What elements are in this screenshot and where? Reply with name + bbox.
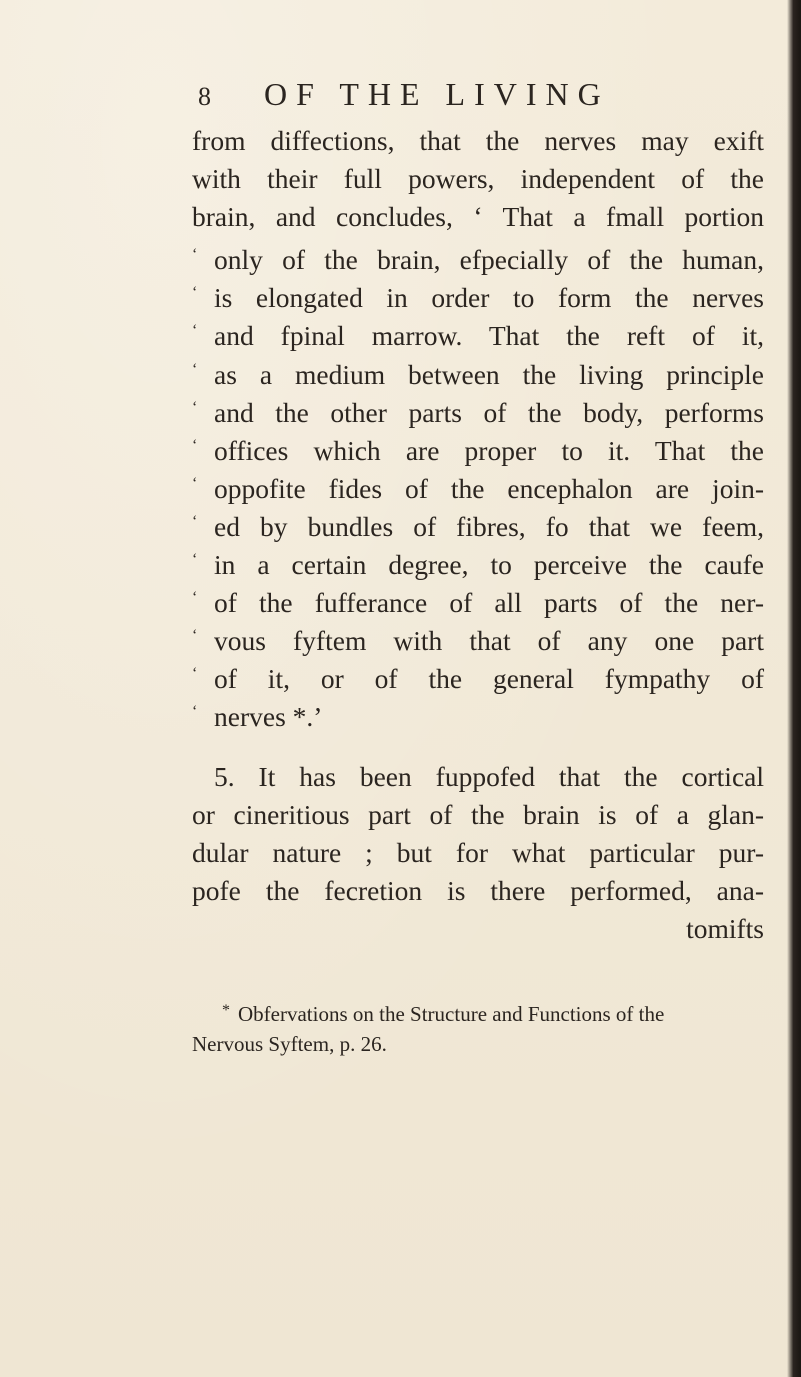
quote-mark: ‘: [192, 703, 198, 721]
text-line: ‘ of it, or of the general fympathy of: [192, 655, 764, 693]
quote-mark: ‘: [192, 512, 198, 530]
quote-mark: ‘: [192, 436, 198, 454]
text-line: ‘ in a certain degree, to perceive the caufe: [192, 541, 764, 579]
text-line: ‘ and the other parts of the body, performs: [192, 389, 764, 427]
text-line: ‘ oppofite fides of the encephalon are join-: [192, 465, 764, 503]
text-line: or cineritious part of the brain is of a glan-: [192, 798, 764, 830]
text-line: 5. It has been fuppofed that the cortical: [214, 760, 764, 792]
quote-mark: ‘: [192, 665, 198, 683]
text-line: ‘ is elongated in order to form the nerves: [192, 274, 764, 312]
page-edge-shadow: [787, 0, 801, 1377]
catchword: tomifts: [686, 912, 764, 944]
text-line: with their full powers, independent of the: [192, 163, 764, 195]
quote-mark: ‘: [192, 284, 198, 302]
text-line: ‘ nerves *.’: [192, 693, 764, 731]
quote-mark: ‘: [192, 360, 198, 378]
text-line: ‘ of the fufferance of all parts of the ner-: [192, 579, 764, 617]
quote-mark: ‘: [192, 322, 198, 340]
running-title: OF THE LIVING: [264, 76, 610, 112]
quote-mark: ‘: [192, 246, 198, 264]
page-number: 8: [198, 82, 212, 111]
text-line: ‘ and fpinal marrow. That the reft of it,: [192, 312, 764, 350]
footnote-line: * Obfervations on the Structure and Functions of the: [222, 1002, 665, 1026]
text-line: ‘ only of the brain, efpecially of the human,: [192, 236, 764, 274]
text-line: ‘ ed by bundles of fibres, fo that we feem,: [192, 503, 764, 541]
text-line: brain, and concludes, ‘ That a fmall portion: [192, 201, 764, 233]
text-line: ‘ offices which are proper to it. That the: [192, 427, 764, 465]
paragraph-gap: [192, 732, 764, 758]
quote-mark: ‘: [192, 589, 198, 607]
quote-mark: ‘: [192, 551, 198, 569]
quote-mark: ‘: [192, 474, 198, 492]
quote-mark: ‘: [192, 627, 198, 645]
footnote: [192, 996, 764, 1059]
footnote-mark: *: [222, 1002, 230, 1019]
text-line: pofe the fecretion is there performed, ana-: [192, 874, 764, 906]
quote-mark: ‘: [192, 398, 198, 416]
text-line: ‘ vous fyftem with that of any one part: [192, 617, 764, 655]
text-line: from diffections, that the nerves may exift: [192, 125, 764, 156]
footnote-line: Nervous Syftem, p. 26.: [192, 1032, 387, 1056]
text-line: dular nature ; but for what particular pur-: [192, 836, 764, 868]
page-header: [198, 76, 610, 113]
text-line: ‘ as a medium between the living principle: [192, 351, 764, 389]
main-text: [192, 122, 764, 948]
